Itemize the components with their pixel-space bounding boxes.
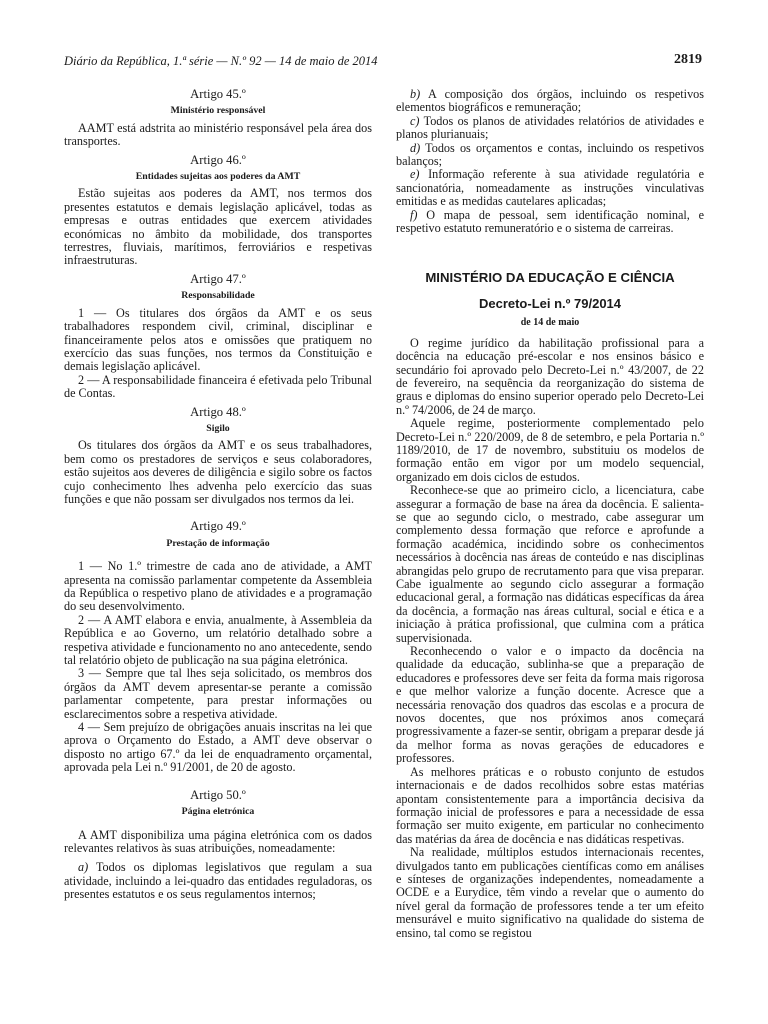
article-50-title: Artigo 50.º	[190, 787, 246, 802]
item-letter: d)	[410, 140, 421, 155]
decree-title: Decreto-Lei n.º 79/2014	[478, 295, 622, 311]
article-45-subtitle: Ministério responsável	[170, 105, 266, 117]
article-48-title: Artigo 48.º	[190, 404, 246, 419]
decree-paragraph-2: Aquele regime, posteriormente complementado pelo Decreto-Lei n.º 220/2009, de 8 de setembro, e pela Portaria n.º 1189/2010, de 17 de novembro, substituiu os modelos de formação então em vigor por um modelo sequencial, organizado em dois ciclos de estudos.	[396, 416, 704, 484]
article-46-subtitle: Entidades sujeitas aos poderes da AMT	[135, 171, 301, 183]
journal-title: Diário da República, 1.ª série — N.º 92 — 14 de maio de 2014	[64, 54, 378, 68]
item-letter: c)	[410, 113, 420, 128]
article-49-title: Artigo 49.º	[190, 519, 246, 534]
article-50-item-c	[396, 115, 704, 142]
decree-paragraph-3: Reconhece-se que ao primeiro ciclo, a licenciatura, cabe assegurar a formação de base na área da docência. E salienta-se que ao segundo ciclo, o mestrado, cabe assegurar um complemento dessa formação que reforce e aprofunde a formação académica, incidindo sobre os conhecimentos necessários à docência nas áreas de conteúdo e nas disciplinas abrangidas pelo grupo de recrutamento para que visa preparar. Cabe igualmente ao segundo ciclo assegurar a formação educacional geral, a formação nas didáticas específicas da área da docência, a formação nas áreas cultural, social e ética e a iniciação à prática profissional, que culmina com a prática supervisionada.	[396, 483, 704, 645]
article-50-item-e	[396, 168, 704, 208]
decree-paragraph-1: O regime jurídico da habilitação profissional para a docência na educação pré-escolar e nos ensinos básico e secundário foi aprovado pelo Decreto-Lei n.º 43/2007, de 22 de fevereiro, na sequência da reorganização do sistema de graus e diplomas do ensino superior operado pelo Decreto-Lei n.º 74/2006, de 24 de março.	[396, 335, 704, 417]
item-letter: f)	[410, 207, 418, 222]
decree-paragraph-4: Reconhecendo o valor e o impacto da docência na qualidade da educação, sublinha-se que a preparação de educadores e professores deve ser feita da forma mais rigorosa e que melhor valorize a função docente. Acresce que a necessária renovação dos quadros das escolas e a procura de novos docentes, que nos próximos anos começará progressivamente a fazer-se sentir, obrigam a preparar desde já da melhor forma as novas gerações de educadores e professores.	[396, 644, 704, 766]
article-50-item-d	[396, 142, 704, 169]
article-50-subtitle: Página eletrónica	[181, 806, 255, 818]
item-text: Todos os diplomas legislativos que regulam a sua atividade, incluindo a lei-quadro das entidades reguladoras, os presentes estatutos e os seus regulamentos internos;	[64, 860, 372, 902]
article-50-paragraph: A AMT disponibiliza uma página eletrónica com os dados relevantes relativos às suas atribuições, nomeadamente:	[64, 827, 372, 855]
article-49-paragraph-4: 4 — Sem prejuízo de obrigações anuais inscritas na lei que aprova o Orçamento do Estado, a AMT deve observar o disposto no artigo 67.º da lei de enquadramento orçamental, aprovada pela Lei n.º 91/2001, de 20 de agosto.	[64, 720, 372, 775]
article-49-subtitle: Prestação de informação	[166, 537, 270, 549]
item-text: O mapa de pessoal, sem identificação nominal, e respetivo estatuto remuneratório e o sistema de carreiras.	[396, 207, 704, 236]
article-45-title: Artigo 45.º	[190, 87, 246, 101]
page-number: 2819	[674, 52, 702, 67]
page-header	[64, 54, 702, 74]
right-column	[396, 88, 704, 940]
article-49-paragraph-3: 3 — Sempre que tal lhes seja solicitado, os membros dos órgãos da AMT devem apresentar-se perante a comissão parlamentar competente, para prestar informações ou esclarecimentos sobre a respetiva atividade.	[64, 666, 372, 721]
decree-paragraph-6: Na realidade, múltiplos estudos internacionais recentes, divulgados tanto em publicações científicas como em análises e sínteses de organizações independentes, nomeadamente a OCDE e a Eurydice, têm vindo a revelar que o aumento do nível geral da formação de professores tende a ter um efeito mensurável e muito significativo na qualidade do sistema de ensino, tal como se registou	[396, 845, 704, 940]
decree-date: de 14 de maio	[520, 317, 580, 329]
article-47-subtitle: Responsabilidade	[181, 290, 255, 302]
item-text: Todos os orçamentos e contas, incluindo os respetivos balanços;	[396, 140, 705, 169]
article-49-paragraph-1: 1 — No 1.º trimestre de cada ano de atividade, a AMT apresenta na comissão parlamentar competente da Assembleia da República o respetivo plano de atividades e a programação do seu desenvolvimento.	[64, 559, 372, 614]
article-48-paragraph: Os titulares dos órgãos da AMT e os seus trabalhadores, bem como os prestadores de serviços e seus colaboradores, estão sujeitos aos deveres de diligência e sigilo sobre os factos cujo conhecimento lhes advenha pelo exercício das suas funções e que não possam ser divulgados nos termos da lei.	[64, 438, 372, 506]
item-letter: e)	[410, 167, 420, 182]
article-49-paragraph-2: 2 — A AMT elabora e envia, anualmente, à Assembleia da República e ao Governo, um relatório detalhado sobre a respetiva atividade e funcionamento no ano antecedente, sendo tal relatório objeto de publicação na sua página eletrónica.	[64, 612, 372, 668]
article-47-paragraph-1: 1 — Os titulares dos órgãos da AMT e os seus trabalhadores respondem civil, criminal, disciplinar e financeiramente pelos atos e omissões que pratiquem no exercício das suas funções, nos termos da Constituição e demais legislação aplicável.	[64, 305, 372, 374]
ministry-heading: MINISTÉRIO DA EDUCAÇÃO E CIÊNCIA	[425, 270, 675, 286]
article-50-item-b	[396, 88, 704, 115]
item-text: Todos os planos de atividades relatórios de atividades e planos plurianuais;	[396, 113, 704, 142]
item-text: Informação referente à sua atividade regulatória e sancionatória, nomeadamente as instruções vinculativas emitidas e as medidas cautelares aplicadas;	[396, 167, 704, 209]
item-letter: b)	[410, 87, 421, 101]
article-48-subtitle: Sigilo	[206, 422, 230, 434]
left-column	[64, 88, 372, 902]
article-50-item-a	[64, 861, 372, 901]
article-45-paragraph: AAMT está adstrita ao ministério responsável pela área dos transportes.	[64, 120, 372, 149]
article-46-title: Artigo 46.º	[190, 152, 246, 167]
article-46-paragraph: Estão sujeitas aos poderes da AMT, nos termos dos presentes estatutos e demais legislação aplicável, todas as empresas e outras entidades que exercem atividades económicas no âmbito da mobilidade, dos transportes terrestres, fluviais, marítimos, ferroviários e respetivas infraestruturas.	[64, 186, 372, 268]
item-letter: a)	[78, 860, 89, 875]
item-text: A composição dos órgãos, incluindo os respetivos elementos biográficos e remuneração;	[396, 87, 705, 115]
article-50-item-f	[396, 209, 704, 236]
article-47-paragraph-2: 2 — A responsabilidade financeira é efetivada pelo Tribunal de Contas.	[64, 372, 372, 401]
article-47-title: Artigo 47.º	[190, 271, 246, 286]
decree-paragraph-5: As melhores práticas e o robusto conjunto de estudos internacionais e de dados recolhidos sobre estas matérias apontam consistentemente para a importância decisiva da formação inicial de professores e para a necessidade de essa formação ser muito exigente, em particular no conhecimento das matérias da área de docência e nas didáticas respetivas.	[396, 764, 704, 846]
